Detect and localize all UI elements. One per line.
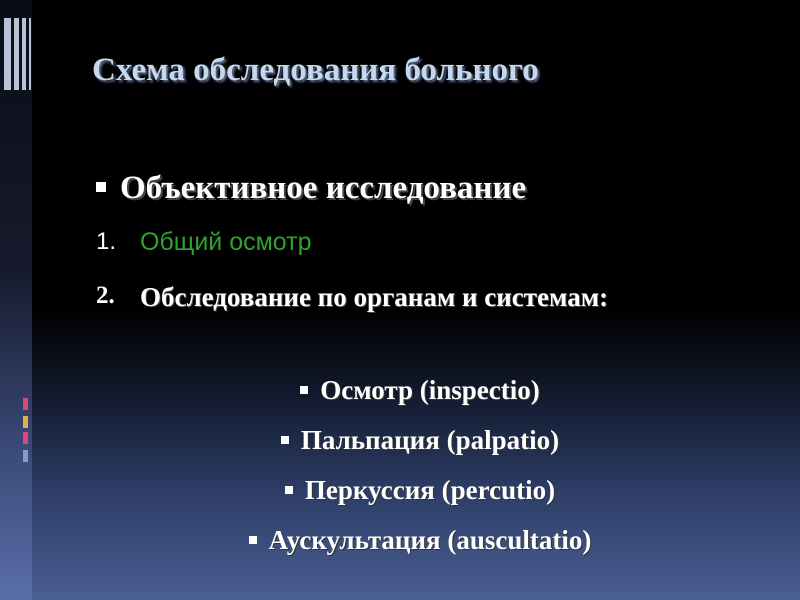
item-text: Общий осмотр: [140, 228, 312, 256]
main-bullet: [96, 170, 526, 207]
square-bullet-icon: [281, 436, 289, 444]
deco-bar: [4, 18, 11, 90]
main-bullet-text: Объективное исследование: [120, 170, 527, 206]
list-item: [200, 366, 640, 416]
deco-bar: [14, 18, 19, 90]
slide-title: Схема обследования больного: [92, 52, 539, 88]
item-text: Обследование по органам и системам:: [140, 282, 609, 312]
sub-item-text: Аускультация (auscultatio): [268, 525, 592, 555]
deco-mark: [23, 416, 28, 428]
list-item: [200, 416, 640, 466]
deco-mark: [23, 432, 28, 444]
deco-bar: [22, 18, 26, 90]
list-item: [200, 466, 640, 516]
deco-mark: [23, 398, 28, 410]
sub-item-text: Осмотр (inspectio): [320, 375, 540, 405]
left-decor-strip: [0, 0, 32, 600]
item-number: 1.: [96, 228, 117, 255]
sub-list: [200, 366, 640, 566]
square-bullet-icon: [249, 536, 257, 544]
square-bullet-icon: [96, 182, 106, 192]
square-bullet-icon: [300, 386, 308, 394]
deco-bar: [29, 18, 31, 90]
item-number: 2.: [96, 282, 115, 309]
sub-item-text: Перкуссия (percutio): [304, 475, 556, 505]
deco-mark: [23, 450, 28, 462]
square-bullet-icon: [285, 486, 293, 494]
sub-item-text: Пальпация (palpatio): [300, 425, 560, 455]
list-item: [200, 516, 640, 566]
